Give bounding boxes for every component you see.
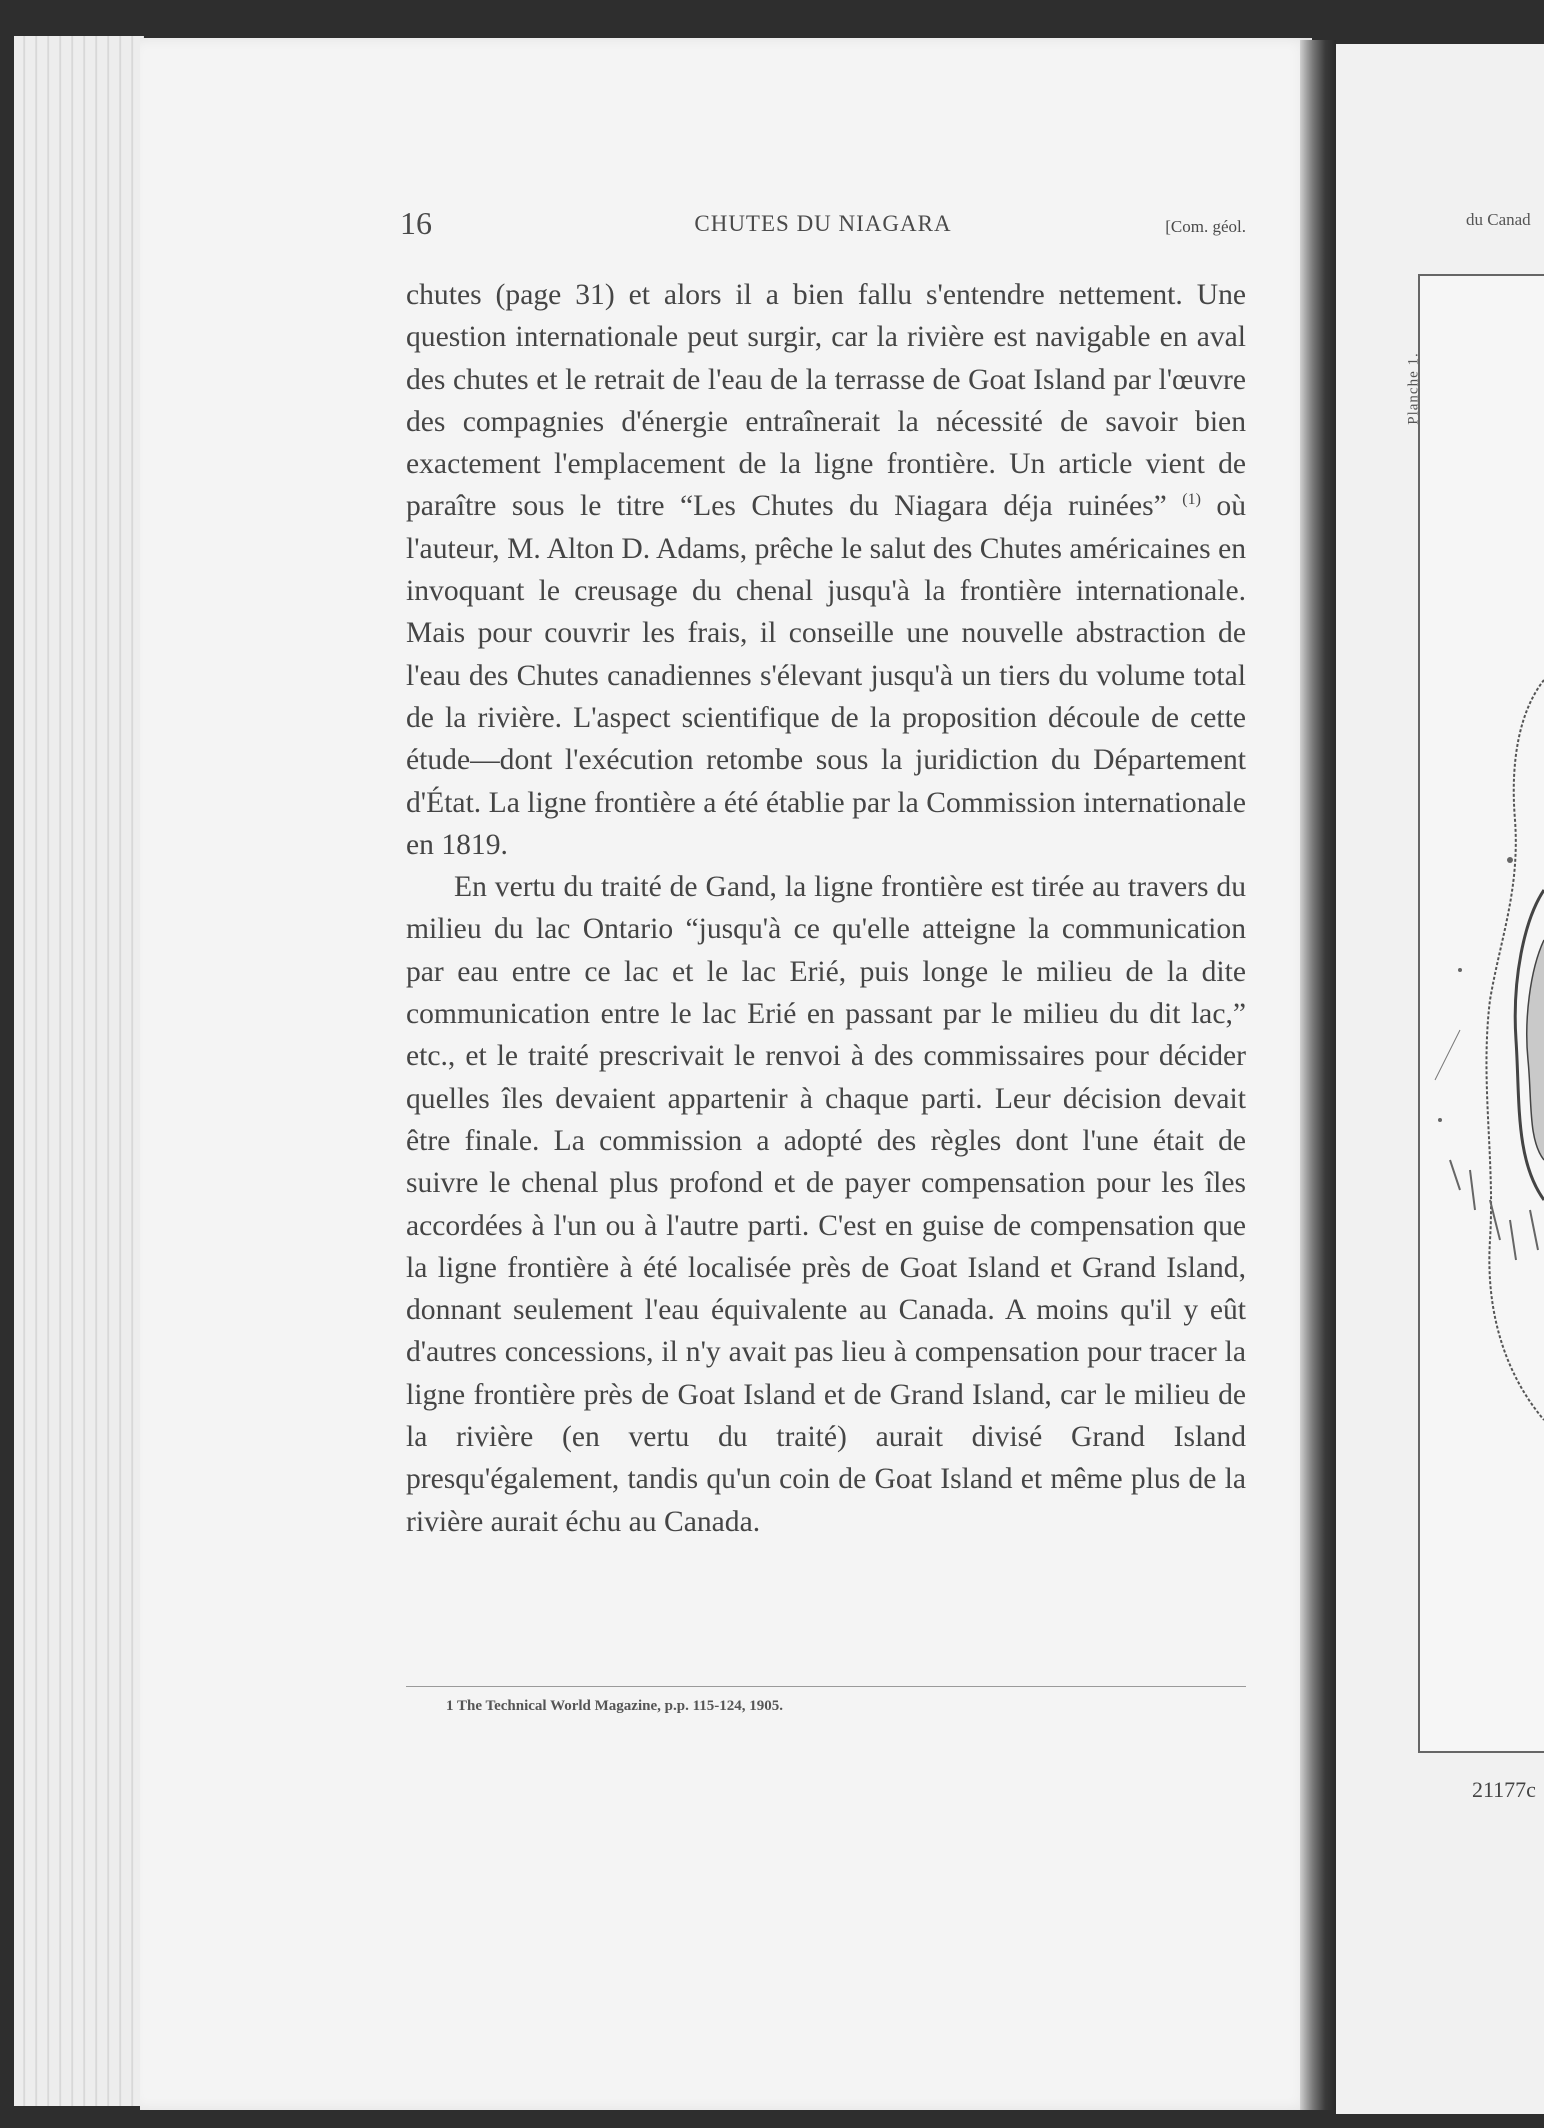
paragraph-1-part-2: où l'auteur, M. Alton D. Adams, prêche le salut des Chutes américaines en invoquant le creusage du chenal jusqu'à la frontière internationale. Mais pour couvrir les frais, il conseille une nouvelle abstraction de l'eau des Chutes canadiennes s'élevant jusqu'à un tiers du volume total de la rivière. L'aspect scientifique de la proposition découle de cette étude—dont l'exécution retombe sous la juridiction du Département d'État. La ligne frontière a été établie par la Commission internationale en 1819. xyxy=(406,490,1247,861)
paragraph-2: En vertu du traité de Gand, la ligne frontière est tirée au travers du milieu du lac Ontario “jusqu'à ce qu'elle atteigne la communication par eau entre ce lac et le lac Erié, puis longe le milieu de la dite communication entre le lac Erié en passant par le milieu du dit lac,” etc., et le traité prescrivait le renvoi à des commissaires pour décider quelles îles devaient appartenir à chaque parti. Leur décision devait être finale. La commission a adopté des règles dont l'une était de suivre le chenal plus profond et de payer compensation pour les îles accordées à l'un ou à l'autre parti. C'est en guise de compensation que la ligne frontière à été localisée près de Goat Island et Grand Island, donnant seulement l'eau équivalente au Canada. A moins qu'il y eût d'autres concessions, il n'y avait pas lieu à compensation pour tracer la ligne frontière près de Goat Island et de Grand Island, car le milieu de la rivière (en vertu du traité) aurait divisé Grand Island presqu'également, tandis qu'un coin de Goat Island et même plus de la rivière aurait échu au Canada. xyxy=(406,871,1246,1538)
page-number: 16 xyxy=(400,205,432,241)
page-stack-edges xyxy=(14,36,144,2106)
footnote: 1 The Technical World Magazine, p.p. 115-124, 1905. xyxy=(446,1698,783,1714)
footnote-marker: (1) xyxy=(1182,491,1201,509)
paragraph-1-part-1: chutes (page 31) et alors il a bien fallu s'entendre nettement. Une question internationale peut surgir, car la rivière est navigable en aval des chutes et le retrait de l'eau de la terrasse de Goat Island par l'œuvre des compagnies d'énergie entraînerait la nécessité de savoir bien exactement l'emplacement de la ligne frontière. Un article vient de paraître sous le titre “Les Chutes du Niagara déja ruinées” xyxy=(406,279,1246,523)
plate-label-box xyxy=(1405,330,1438,450)
paragraph-1 xyxy=(406,274,1246,866)
running-header xyxy=(400,205,1246,245)
right-page-running-head: du Canad xyxy=(1466,210,1531,229)
map-sketch-image xyxy=(1420,560,1544,1460)
plate-label: Planche 1. xyxy=(1405,352,1422,425)
plate-number: 21177c xyxy=(1472,1777,1536,1802)
running-title: CHUTES DU NIAGARA xyxy=(694,211,952,236)
footnote-rule xyxy=(406,1686,1246,1687)
running-reference: [Com. géol. xyxy=(1165,217,1246,236)
body-text xyxy=(406,274,1246,1543)
book-gutter xyxy=(1300,40,1336,2110)
